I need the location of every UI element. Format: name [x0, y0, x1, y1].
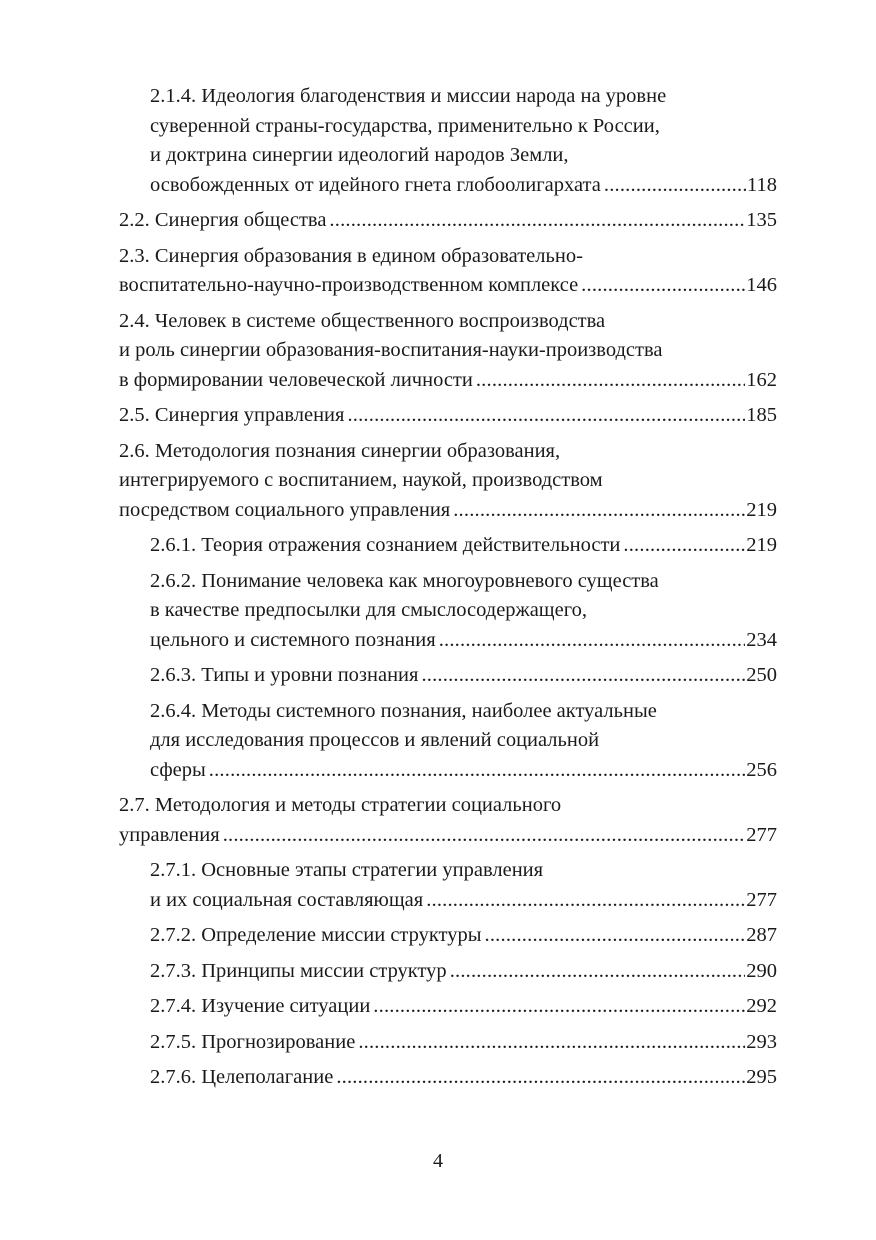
- page-number: 4: [433, 1150, 443, 1172]
- toc-entry[interactable]: [119, 697, 777, 786]
- toc-entry-title-line: сферы: [150, 758, 206, 781]
- toc-entry-leader-line: [150, 1063, 777, 1093]
- toc-entry[interactable]: [119, 401, 777, 431]
- toc-entry-leader-line: [119, 271, 777, 301]
- toc-entry-title-line: 2.6.2. Понимание человека как многоуровневого существа: [150, 569, 659, 592]
- dot-leader: [329, 206, 745, 236]
- toc-entry[interactable]: [119, 1063, 777, 1093]
- toc-page-number: 295: [746, 1066, 777, 1088]
- toc-page-number: 234: [746, 628, 777, 651]
- dot-leader: [476, 366, 745, 396]
- dot-leader: [426, 886, 745, 916]
- toc-page-number: 277: [746, 823, 777, 846]
- toc-entry-title-line: 2.6.3. Типы и уровни познания: [150, 664, 419, 686]
- toc-entry-title-line: освобожденных от идейного гнета глобоолигархата: [150, 173, 601, 196]
- toc-entry[interactable]: [119, 791, 777, 850]
- toc-entry[interactable]: [119, 242, 777, 301]
- toc-page-number: 277: [746, 888, 777, 911]
- toc-entry-title-line: 2.7.4. Изучение ситуации: [150, 995, 371, 1017]
- dot-leader: [453, 496, 745, 526]
- toc-entry-title-line: 2.7.1. Основные этапы стратегии управления: [150, 859, 544, 881]
- toc-page-number: 256: [746, 758, 777, 781]
- toc-page-number: 146: [746, 274, 777, 296]
- toc-page-number: 185: [746, 404, 777, 426]
- toc-entry-leader-line: [150, 886, 777, 916]
- dot-leader: [581, 271, 745, 301]
- toc-entry-leader-line: [119, 206, 777, 236]
- toc-entry-title-line: 2.6. Методология познания синергии образования,: [119, 439, 561, 462]
- toc-page-number: 135: [746, 209, 777, 231]
- dot-leader: [347, 401, 745, 431]
- dot-leader: [209, 756, 745, 786]
- dot-leader: [439, 626, 746, 656]
- toc-entry-leader-line: [150, 1028, 777, 1058]
- toc-entry[interactable]: [119, 661, 777, 691]
- toc-entry-title-line: 2.3. Синергия образования в едином образовательно-: [119, 244, 583, 267]
- toc-entry-title-line: в формировании человеческой личности: [119, 368, 473, 391]
- toc-entry-title-line: управления: [119, 823, 220, 846]
- toc-entry-leader-line: [150, 992, 777, 1022]
- toc-entry-title-line: 2.7.5. Прогнозирование: [150, 1030, 356, 1053]
- toc-page-number: 219: [746, 534, 777, 556]
- dot-leader: [485, 921, 746, 951]
- toc-entry[interactable]: [119, 856, 777, 915]
- dot-leader: [450, 957, 746, 987]
- toc-entry[interactable]: [119, 921, 777, 951]
- dot-leader: [604, 171, 746, 201]
- toc-entry-title-line: посредством социального управления: [119, 498, 451, 521]
- toc-entry-title-line: 2.6.4. Методы системного познания, наиболее актуальные: [150, 699, 657, 722]
- toc-page-number: 293: [746, 1030, 777, 1053]
- toc-entry-title-line: суверенной страны-государства, применительно к России,: [150, 114, 660, 137]
- toc-entry-title-line: цельного и системного познания: [150, 628, 436, 651]
- toc-entry[interactable]: [119, 437, 777, 526]
- toc-entry-leader-line: [119, 821, 777, 851]
- toc-entry-title-line: интегрируемого с воспитанием, наукой, производством: [119, 469, 603, 491]
- toc-entry-leader-line: [119, 401, 777, 431]
- toc-entry-leader-line: [150, 531, 777, 561]
- toc-page-number: 287: [746, 924, 777, 946]
- toc-entry-title-line: 2.7.6. Целеполагание: [150, 1066, 334, 1088]
- toc-entry-title-line: в качестве предпосылки для смыслосодержащего,: [150, 599, 587, 621]
- toc-entry-title-line: 2.7.2. Определение миссии структуры: [150, 924, 482, 946]
- toc-page-number: 219: [746, 498, 777, 521]
- dot-leader: [421, 661, 745, 691]
- toc-entry-title-line: 2.1.4. Идеология благоденствия и миссии народа на уровне: [150, 85, 667, 107]
- toc-entry-title-line: для исследования процессов и явлений социальной: [150, 729, 600, 751]
- toc-entry-leader-line: [150, 756, 777, 786]
- toc-entry-title-line: и роль синергии образования-воспитания-науки-производства: [119, 339, 663, 361]
- toc-entry-title-line: и доктрина синергии идеологий народов Земли,: [150, 144, 569, 166]
- dot-leader: [223, 821, 746, 851]
- toc-entry[interactable]: [119, 307, 777, 396]
- table-of-contents: [119, 82, 777, 1099]
- dot-leader: [373, 992, 745, 1022]
- toc-page-number: 290: [746, 959, 777, 982]
- toc-page-number: 292: [746, 995, 777, 1017]
- toc-entry[interactable]: [119, 206, 777, 236]
- toc-entry-title-line: воспитательно-научно-производственном комплексе: [119, 274, 579, 296]
- toc-entry-leader-line: [150, 626, 777, 656]
- toc-page-number: 118: [747, 173, 777, 196]
- toc-entry-leader-line: [150, 661, 777, 691]
- dot-leader: [336, 1063, 745, 1093]
- toc-entry-leader-line: [150, 171, 777, 201]
- toc-entry-leader-line: [119, 366, 777, 396]
- toc-entry-leader-line: [150, 957, 777, 987]
- toc-entry[interactable]: [119, 531, 777, 561]
- toc-entry-title-line: 2.7.3. Принципы миссии структур: [150, 959, 447, 982]
- toc-entry-title-line: и их социальная составляющая: [150, 888, 424, 911]
- toc-entry-title-line: 2.5. Синергия управления: [119, 404, 345, 426]
- toc-page-number: 250: [746, 664, 777, 686]
- toc-entry-leader-line: [150, 921, 777, 951]
- toc-page-number: 162: [746, 368, 777, 391]
- dot-leader: [623, 531, 745, 561]
- dot-leader: [358, 1028, 745, 1058]
- toc-entry-title-line: 2.6.1. Теория отражения сознанием действительности: [150, 534, 621, 556]
- toc-entry[interactable]: [119, 1028, 777, 1058]
- toc-entry-title-line: 2.2. Синергия общества: [119, 209, 327, 231]
- toc-entry-title-line: 2.7. Методология и методы стратегии социального: [119, 794, 562, 816]
- toc-entry[interactable]: [119, 957, 777, 987]
- toc-entry[interactable]: [119, 567, 777, 656]
- toc-entry[interactable]: [119, 82, 777, 200]
- toc-entry[interactable]: [119, 992, 777, 1022]
- toc-entry-leader-line: [119, 496, 777, 526]
- toc-entry-title-line: 2.4. Человек в системе общественного воспроизводства: [119, 309, 606, 332]
